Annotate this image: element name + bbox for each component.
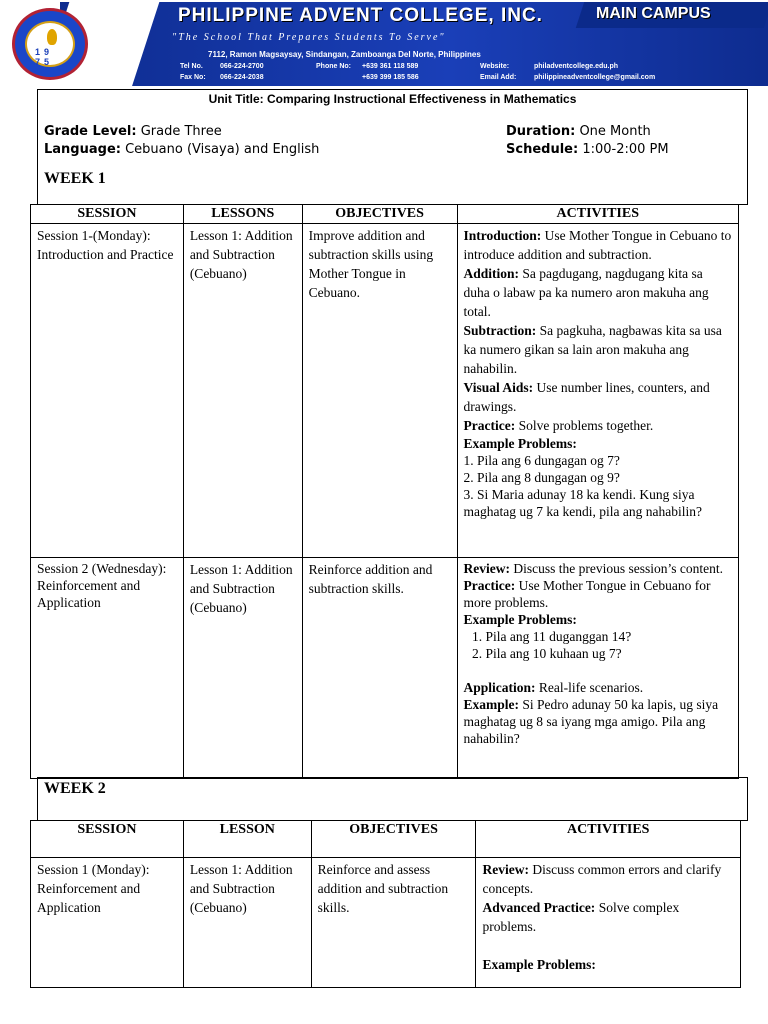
list-item: 2. Pila ang 8 dungagan og 9? (463, 470, 620, 485)
application-text: Real-life scenarios. (535, 680, 644, 695)
example-problems-label: Example Problems: (463, 612, 577, 627)
column-header-session: SESSION (31, 821, 184, 858)
lesson-cell: Lesson 1: Addition and Subtraction (Cebuano) (183, 558, 302, 779)
grade-level (44, 124, 222, 139)
phone-number-1: +639 361 118 589 (362, 63, 419, 70)
column-header-lessons: LESSONS (183, 205, 302, 224)
lesson-cell: Lesson 1: Addition and Subtraction (Cebuano) (183, 858, 311, 988)
objective-cell: Improve addition and subtraction skills using Mother Tongue in Cebuano. (302, 224, 457, 558)
email-label: Email Add: (480, 74, 517, 81)
grade-level-label: Grade Level: (44, 124, 137, 139)
review-text: Discuss common errors and clarify concepts. (482, 862, 722, 896)
tel-number: 066-224-2700 (220, 63, 264, 70)
language-value: Cebuano (Visaya) and English (125, 142, 320, 157)
advanced-practice-label: Advanced Practice: (482, 900, 596, 915)
table-row (31, 858, 741, 988)
week-2-heading: WEEK 2 (44, 780, 106, 797)
language-label: Language: (44, 142, 121, 157)
review-label: Review: (482, 862, 529, 877)
visual-aids-label: Visual Aids: (463, 380, 534, 395)
duration-label: Duration: (506, 124, 576, 139)
table-row (31, 558, 739, 779)
example-problems-list (464, 628, 732, 662)
language (44, 142, 319, 157)
duration (506, 124, 651, 139)
addition-text: Sa pagdugang, nagdugang kita sa duha o labaw pa ka numero aron makuha ang total. (463, 266, 709, 319)
torch-icon (47, 29, 57, 45)
duration-value: One Month (579, 124, 651, 139)
review-text: Discuss the previous session’s content. (510, 561, 723, 576)
practice-text: Use Mother Tongue in Cebuano for more problems. (463, 578, 711, 610)
practice-label: Practice: (463, 418, 516, 433)
session-cell: Session 2 (Wednesday): Reinforcement and Application (31, 558, 184, 779)
table-row (31, 224, 739, 558)
table-header-row (31, 821, 741, 858)
campus-label: MAIN CAMPUS (596, 5, 711, 22)
unit-title: Unit Title: Comparing Instructional Effectiveness in Mathematics (208, 92, 577, 106)
session-cell: Session 1-(Monday): Introduction and Practice (31, 224, 184, 558)
week-1-table (30, 204, 739, 779)
advanced-practice-text: Solve complex problems. (482, 900, 680, 934)
schedule (506, 142, 669, 157)
column-header-lesson: LESSON (183, 821, 311, 858)
practice-label: Practice: (463, 578, 516, 593)
college-address: 7112, Ramon Magsaysay, Sindangan, Zamboanga Del Norte, Philippines (208, 50, 481, 59)
session-cell: Session 1 (Monday): Reinforcement and Application (31, 858, 184, 988)
grade-level-value: Grade Three (140, 124, 222, 139)
college-tagline: "The School That Prepares Students To Serve" (172, 32, 446, 43)
college-seal-logo (12, 8, 88, 80)
example-problems-label: Example Problems: (463, 436, 577, 451)
seal-year-left: 19 (35, 47, 54, 57)
review-label: Review: (463, 561, 510, 576)
addition-label: Addition: (463, 266, 520, 281)
practice-text: Solve problems together. (515, 418, 654, 433)
introduction-label: Introduction: (463, 228, 542, 243)
subtraction-text: Sa pagkuha, nagbawas kita sa usa ka numero gikan sa lain aron makuha ang nahabilin. (463, 323, 722, 376)
week-2-table (30, 820, 741, 988)
week-1-heading: WEEK 1 (44, 170, 106, 187)
phone-number-2: +639 399 185 586 (362, 74, 419, 81)
column-header-objectives: OBJECTIVES (311, 821, 476, 858)
fax-label: Fax No: (180, 74, 206, 81)
seal-year-right: 75 (35, 57, 54, 67)
schedule-value: 1:00-2:00 PM (582, 142, 669, 157)
lesson-cell: Lesson 1: Addition and Subtraction (Cebuano) (183, 224, 302, 558)
example-problems-block (464, 435, 732, 520)
header-banner (0, 0, 768, 88)
column-header-session: SESSION (31, 205, 184, 224)
subtraction-label: Subtraction: (463, 323, 537, 338)
tel-label: Tel No. (180, 63, 203, 70)
website-label: Website: (480, 63, 510, 70)
list-item: 1. Pila ang 11 duganggan 14? (486, 628, 732, 645)
college-name: PHILIPPINE ADVENT COLLEGE, INC. (178, 5, 543, 26)
activities-cell (457, 224, 738, 558)
email-link[interactable]: philippineadventcollege@gmail.com (534, 74, 656, 81)
table-header-row (31, 205, 739, 224)
activities-cell (457, 558, 738, 779)
column-header-activities: ACTIVITIES (476, 821, 741, 858)
objective-cell: Reinforce and assess addition and subtraction skills. (311, 858, 476, 988)
application-label: Application: (463, 680, 536, 695)
introduction-text: Use Mother Tongue in Cebuano to introduce addition and subtraction. (463, 228, 732, 262)
list-item: 3. Si Maria adunay 18 ka kendi. Kung siya maghatag ug 7 ka kendi, pila ang nahabilin? (463, 487, 702, 519)
schedule-label: Schedule: (506, 142, 579, 157)
example-problems-label: Example Problems: (482, 957, 596, 972)
website-link[interactable]: philadventcollege.edu.ph (534, 63, 619, 70)
activities-cell (476, 858, 741, 988)
example-label: Example: (463, 697, 520, 712)
column-header-objectives: OBJECTIVES (302, 205, 457, 224)
column-header-activities: ACTIVITIES (457, 205, 738, 224)
objective-cell: Reinforce addition and subtraction skills. (302, 558, 457, 779)
list-item: 1. Pila ang 6 dungagan og 7? (463, 453, 620, 468)
week-2-box (37, 777, 748, 821)
visual-aids-text: Use number lines, counters, and drawings. (463, 380, 710, 414)
unit-info-box (37, 89, 748, 205)
example-text: Si Pedro adunay 50 ka lapis, ug siya maghatag ug 8 sa iyang mga amigo. Pila ang nahabilin? (463, 697, 719, 746)
fax-number: 066-224-2038 (220, 74, 264, 81)
phone-label: Phone No: (316, 63, 351, 70)
list-item: 2. Pila ang 10 kuhaan ug 7? (486, 645, 732, 662)
